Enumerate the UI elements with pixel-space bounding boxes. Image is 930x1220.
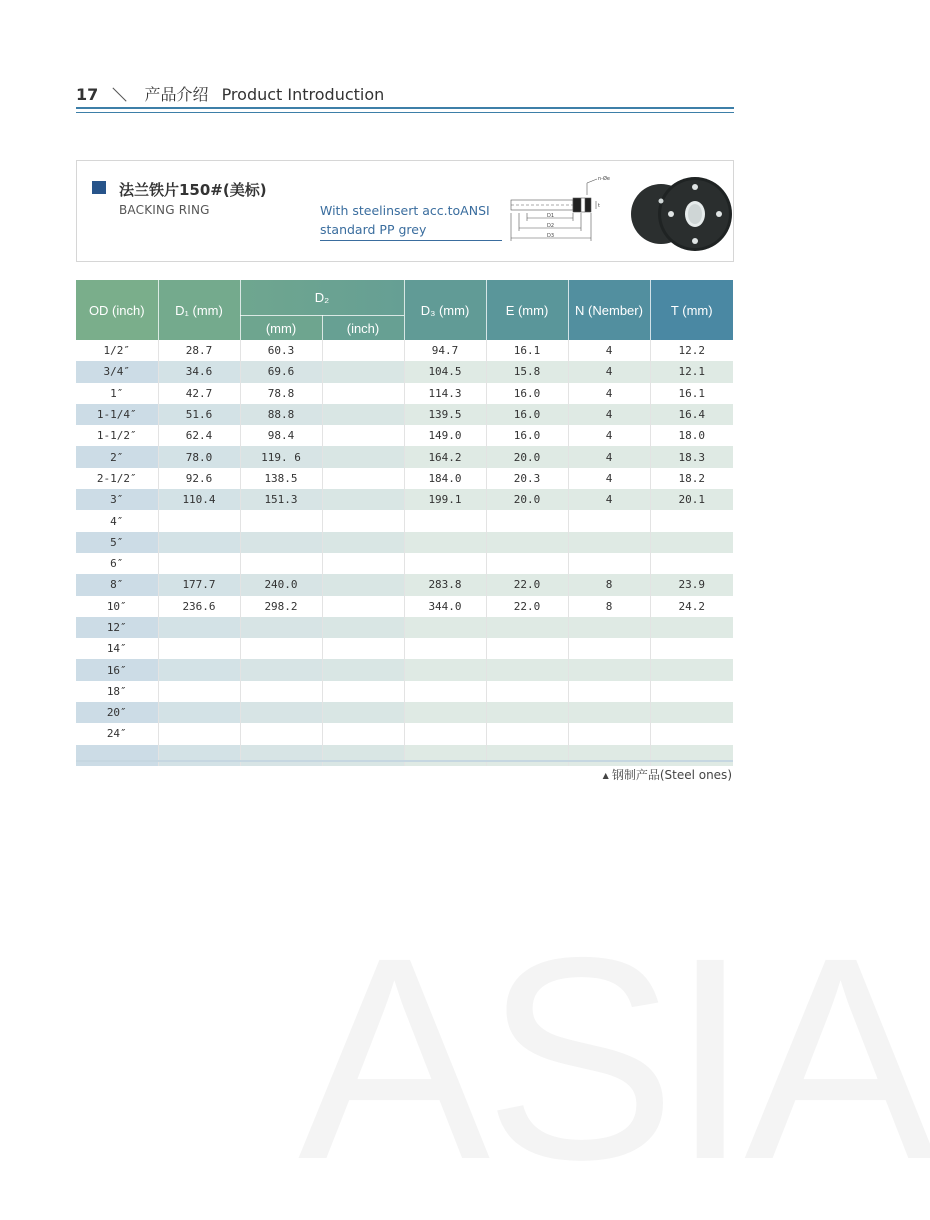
cell-e: 20.3 [486,468,568,489]
header-title-zh: 产品介绍 [144,85,209,104]
col-header-e: E (mm) [486,280,568,340]
cell-d1 [158,553,240,574]
cell-d3 [404,532,486,553]
cell-d1: 51.6 [158,404,240,425]
cell-d2in [322,446,404,467]
cell-d1 [158,638,240,659]
table-row [76,510,733,531]
cell-t [650,659,733,680]
cell-t [650,638,733,659]
cell-d2mm: 240.0 [240,574,322,595]
cell-d3 [404,553,486,574]
cell-t: 18.0 [678,429,705,443]
cell-e: 16.1 [486,340,568,361]
table-row [76,702,733,723]
product-card [76,160,734,262]
cell-n [568,659,650,680]
cell-t: 16.4 [650,404,733,425]
diagram-label-d2: D2 [547,223,555,229]
description-line-2: standard PP grey [320,222,427,237]
cell-d2mm: 298.2 [240,596,322,617]
cell-e [486,745,568,766]
cell-t: 12.2 [678,344,705,358]
cell-d2mm: 98.4 [240,425,322,446]
cell-e: 16.0 [486,404,568,425]
header-rule-thick [76,107,734,109]
table-row [76,446,733,467]
cell-n: 4 [568,489,650,510]
cell-n [568,553,650,574]
cell-d2in [322,361,404,382]
cell-d3 [404,745,486,766]
cell-d3: 149.0 [404,425,486,446]
cell-d1: 62.4 [158,425,240,446]
col-header-d3: D₃ (mm) [404,280,486,340]
cell-d3 [404,510,486,531]
cell-t [650,681,733,702]
cell-d3: 104.5 [404,361,486,382]
cell-t: 18.2 [678,471,705,485]
cell-n: 4 [568,361,650,382]
cell-d3: 164.2 [404,446,486,467]
cell-d3: 94.7 [404,340,486,361]
square-bullet-icon [92,181,106,194]
cell-d2in [322,489,404,510]
cell-n [568,723,650,744]
cell-d2in [322,553,404,574]
cell-od: 10″ [76,596,158,617]
header-title-en: Product Introduction [221,85,385,104]
cell-e: 20.0 [486,446,568,467]
cell-d1 [158,659,240,680]
cell-od: 3/4″ [76,361,158,382]
cell-d2mm: 69.6 [240,361,322,382]
cell-d1: 78.0 [158,446,240,467]
product-description [320,201,490,239]
cell-d3: 184.0 [404,468,486,489]
cell-e: 16.0 [486,383,568,404]
table-row [76,723,733,744]
cell-d2in [322,404,404,425]
cell-od: 16″ [76,659,158,680]
cell-n: 4 [568,425,650,446]
cell-n: 8 [568,574,650,595]
cell-n [568,745,650,766]
cell-od: 5″ [76,532,158,553]
cell-d2in [322,681,404,702]
table-row [76,532,733,553]
cell-e [486,638,568,659]
cell-t [650,553,733,574]
col-header-d2-inch: (inch) [322,316,404,341]
table-row [76,659,733,680]
cell-d3: 114.3 [404,383,486,404]
diagram-label-n-d: n-Øe [598,176,610,182]
cell-t [650,745,733,766]
cell-od: 1-1/4″ [76,404,158,425]
cell-d1: 177.7 [158,574,240,595]
cell-n [568,638,650,659]
cell-t: 23.9 [650,574,733,595]
col-header-n: N (Nember) [568,280,650,340]
cell-t: 12.1 [650,361,733,382]
cell-d1: 42.7 [158,383,240,404]
cell-d2in [322,702,404,723]
cell-d2in [322,468,404,489]
cell-t [650,617,733,638]
cell-d1 [158,702,240,723]
triangle-marker-icon: ▲ [602,771,609,780]
cell-od: 3″ [76,489,158,510]
cell-n: 4 [568,340,650,361]
cell-t: 24.2 [678,599,705,613]
cell-od: 20″ [76,702,158,723]
cell-d1: 34.6 [158,361,240,382]
cell-e [486,659,568,680]
col-header-d2: D₂ [240,280,404,316]
cell-od: 1-1/2″ [76,425,158,446]
col-header-t: T (mm) [650,280,733,340]
cell-t: 20.1 [650,489,733,510]
cell-d2mm [240,745,322,766]
cell-d1: 236.6 [158,596,240,617]
col-header-od: OD (inch) [76,280,158,340]
cell-d2in [322,617,404,638]
slash-divider-icon [113,87,127,101]
cell-od: 14″ [76,638,158,659]
cell-od: 12″ [76,617,158,638]
cell-d2in [322,383,404,404]
cell-od: 2-1/2″ [76,468,158,489]
cell-e: 16.0 [486,425,568,446]
cell-od: 4″ [76,510,158,531]
cell-d2mm: 88.8 [240,404,322,425]
table-row [76,489,733,510]
cell-d2mm [240,510,322,531]
cell-d1 [158,681,240,702]
table-bottom-rule [76,760,733,762]
col-header-d1: D₁ (mm) [158,280,240,340]
cell-od: 6″ [76,553,158,574]
watermark: ASIA [298,898,930,1220]
table-row [76,361,733,382]
cell-n: 4 [568,404,650,425]
cell-d1 [158,532,240,553]
cell-n [568,702,650,723]
product-name: 法兰铁片150#(美标) [119,181,267,199]
cell-d1 [158,617,240,638]
cell-od [76,745,158,766]
spec-table-body [76,340,733,766]
diagram-label-d3: D3 [547,233,555,239]
table-row [76,553,733,574]
cell-d2mm [240,723,322,744]
backing-ring-photo [625,173,733,253]
cell-d3: 283.8 [404,574,486,595]
cell-d2in [322,596,404,617]
table-row [76,383,733,404]
diagram-label-d1: D1 [547,213,555,219]
steel-note-text: 钢制产品(Steel ones) [611,768,732,782]
cell-e [486,723,568,744]
cell-d1 [158,510,240,531]
cell-d2in [322,574,404,595]
cell-d2mm [240,681,322,702]
cell-d2in [322,723,404,744]
cell-e [486,553,568,574]
cell-d2in [322,425,404,446]
table-row [76,425,733,446]
table-row [76,574,733,595]
diagram-label-t: t [598,203,600,209]
cell-n [568,617,650,638]
cell-d2mm [240,617,322,638]
cell-d3: 139.5 [404,404,486,425]
cell-d1: 92.6 [158,468,240,489]
cell-d2mm: 60.3 [240,340,322,361]
steel-note [603,766,732,783]
product-subtitle: BACKING RING [119,203,210,217]
cell-t [650,510,733,531]
cell-d3 [404,638,486,659]
table-row [76,745,733,766]
cell-d3 [404,681,486,702]
cell-t: 16.1 [678,386,705,400]
cell-d2in [322,510,404,531]
cell-od: 8″ [76,574,158,595]
cell-n [568,681,650,702]
cell-t [650,702,733,723]
header-rule-thin [76,112,734,113]
cell-d3 [404,702,486,723]
cell-d3 [404,617,486,638]
cell-d2in [322,638,404,659]
cell-e [486,617,568,638]
cell-e [486,510,568,531]
cell-od: 1″ [76,383,158,404]
cell-d2mm [240,553,322,574]
cell-d3: 344.0 [404,596,486,617]
table-row [76,638,733,659]
page-header [76,80,734,116]
cell-d2mm: 151.3 [240,489,322,510]
cell-e: 22.0 [486,596,568,617]
cell-d2in [322,659,404,680]
cell-n: 4 [568,468,650,489]
table-row [76,596,733,617]
description-line-1: With steelinsert acc.toANSI [320,203,490,218]
cell-d3: 199.1 [404,489,486,510]
cell-od: 2″ [76,446,158,467]
cell-d2mm [240,702,322,723]
col-header-d2-mm: (mm) [240,316,322,341]
cell-od: 1/2″ [76,340,158,361]
cell-d3 [404,723,486,744]
table-row [76,681,733,702]
cell-n [568,532,650,553]
cell-d2mm [240,659,322,680]
cell-t [650,532,733,553]
cell-d1: 110.4 [158,489,240,510]
cell-t [650,723,733,744]
cell-d2mm: 119. 6 [240,446,322,467]
cell-d1 [158,745,240,766]
spec-table [76,280,733,766]
cell-e [486,681,568,702]
table-row [76,617,733,638]
cell-e: 20.0 [486,489,568,510]
description-underline [320,240,502,241]
cell-n: 8 [568,596,650,617]
cell-n: 4 [568,383,650,404]
header-title-row [76,82,384,105]
cell-e [486,702,568,723]
table-row [76,340,733,361]
cell-d2in [322,745,404,766]
cell-n [568,510,650,531]
cell-n: 4 [568,446,650,467]
backing-ring-section-diagram [505,173,625,249]
cell-d2in [322,340,404,361]
table-row [76,404,733,425]
cell-t: 18.3 [650,446,733,467]
cell-e: 22.0 [486,574,568,595]
cell-d1 [158,723,240,744]
cell-d3 [404,659,486,680]
table-row [76,468,733,489]
cell-d2mm: 78.8 [240,383,322,404]
cell-d2mm [240,532,322,553]
cell-d2mm: 138.5 [240,468,322,489]
cell-e: 15.8 [486,361,568,382]
cell-d2mm [240,638,322,659]
cell-d2in [322,532,404,553]
cell-e [486,532,568,553]
cell-od: 18″ [76,681,158,702]
page-number: 17 [76,85,99,104]
cell-d1: 28.7 [158,340,240,361]
cell-od: 24″ [76,723,158,744]
